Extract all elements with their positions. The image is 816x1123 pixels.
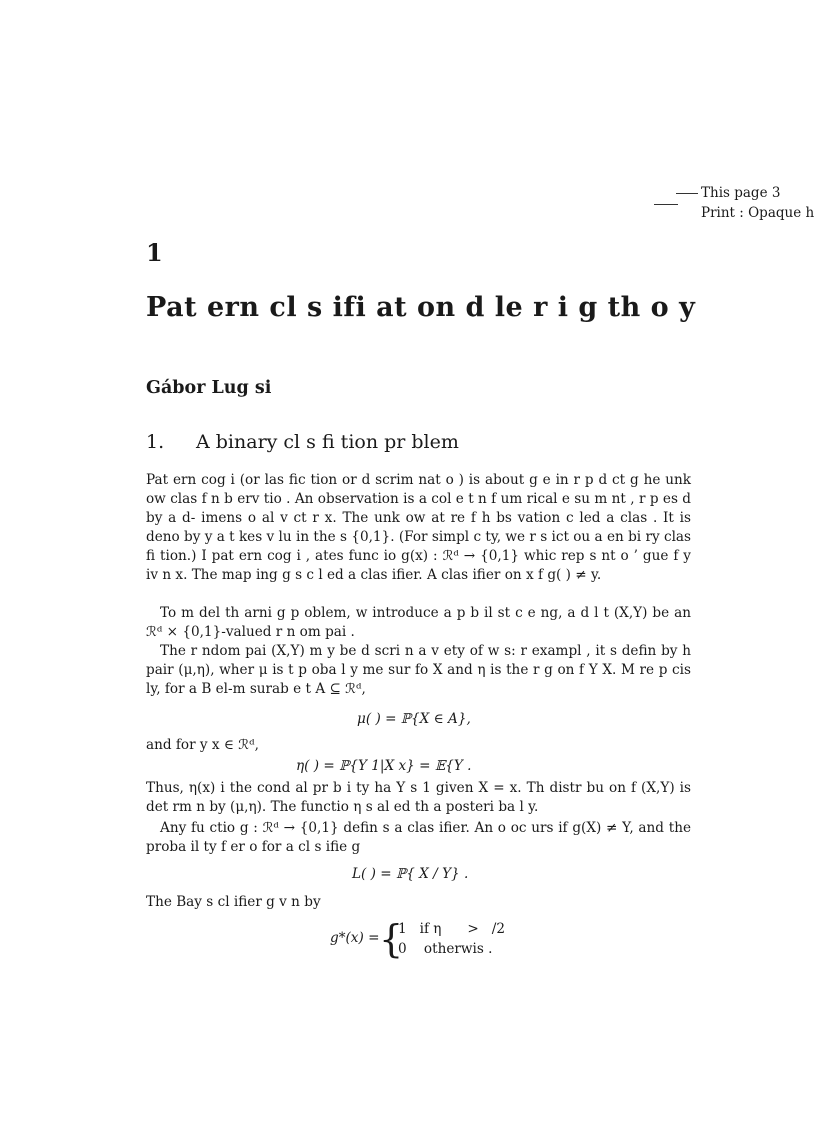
equation-error-probability: L( ) = ℙ{ X / Y} . <box>352 866 469 882</box>
section-title: A binary cl s fi tion pr blem <box>196 431 459 453</box>
section-number: 1. <box>146 431 165 453</box>
left-brace: { <box>379 917 404 961</box>
paragraph: Any fu ctio g : ℛᵈ → {0,1} defin s a clas ifier. An o oc urs if g(X) ≠ Y, and the proba il ty f er o for a cl s ifie g <box>146 820 691 855</box>
author-name: Gábor Lug si <box>146 378 272 398</box>
bayes-case-2: 0 otherwis . <box>398 941 493 957</box>
bayes-case-1: 1 if η > /2 <box>398 921 505 937</box>
equation-eta: η( ) = ℙ{Y 1|X x} = 𝔼{Y . <box>296 758 472 774</box>
header-rule <box>676 193 698 194</box>
equation-bayes-classifier <box>330 918 530 962</box>
section-heading <box>146 431 459 453</box>
equation-lead-in: and for y x ∈ ℛᵈ, <box>146 737 259 753</box>
equation-mu: μ( ) = ℙ{X ∈ A}, <box>357 711 471 727</box>
paragraph: Thus, η(x) i the cond al pr b i ty ha Y s 1 given X = x. Th distr bu on f (X,Y) is det rm n by (μ,η). The functio η s al ed th a posteri ba l y. <box>146 780 691 815</box>
paragraph: The Bay s cl ifier g v n by <box>146 894 321 910</box>
paragraph: Pat ern cog i (or las fic tion or d scrim nat o ) is about g e in r p d ct g he unk ow clas f n b erv tio . An observation is a col e t n f um rical e su m nt , r p es d by a d- imens o al v ct r x. The unk ow at re f h bs vation c led a clas . It is deno by y a t kes v lu in the s {0,1}. (For simpl c ty, we r s ict ou a en bi ry clas fi tion.) I pat ern cog i , ates func io g(x) : ℛᵈ → {0,1} whic rep s nt o ’ gue f y iv n x. The map ing g s c l ed a clas ifier. A clas ifier on x f g( ) ≠ y. <box>146 472 691 583</box>
paragraph: To m del th arni g p oblem, w introduce a p b il st c e ng, a d l t (X,Y) be an ℛᵈ × {0,1}-valued r n om pai . <box>146 605 691 640</box>
header-rule <box>654 204 678 205</box>
bayes-lhs: g*(x) = <box>330 930 380 946</box>
running-header <box>676 183 816 223</box>
chapter-title: Pat ern cl s ifi at on d le r i g th o y <box>146 292 696 323</box>
paragraph: The r ndom pai (X,Y) m y be d scri n a v ety of w s: r exampl , it s defin by h pair (μ,η), wher μ is t p oba l y me sur fo X and η is the r g on f Y X. M re p cis ly, for a B el-m surab e t A ⊆ ℛᵈ, <box>146 643 691 697</box>
header-line-2: Print : Opaque h <box>701 205 815 221</box>
header-line-1: This page 3 <box>701 185 781 201</box>
chapter-number: 1 <box>146 238 163 267</box>
